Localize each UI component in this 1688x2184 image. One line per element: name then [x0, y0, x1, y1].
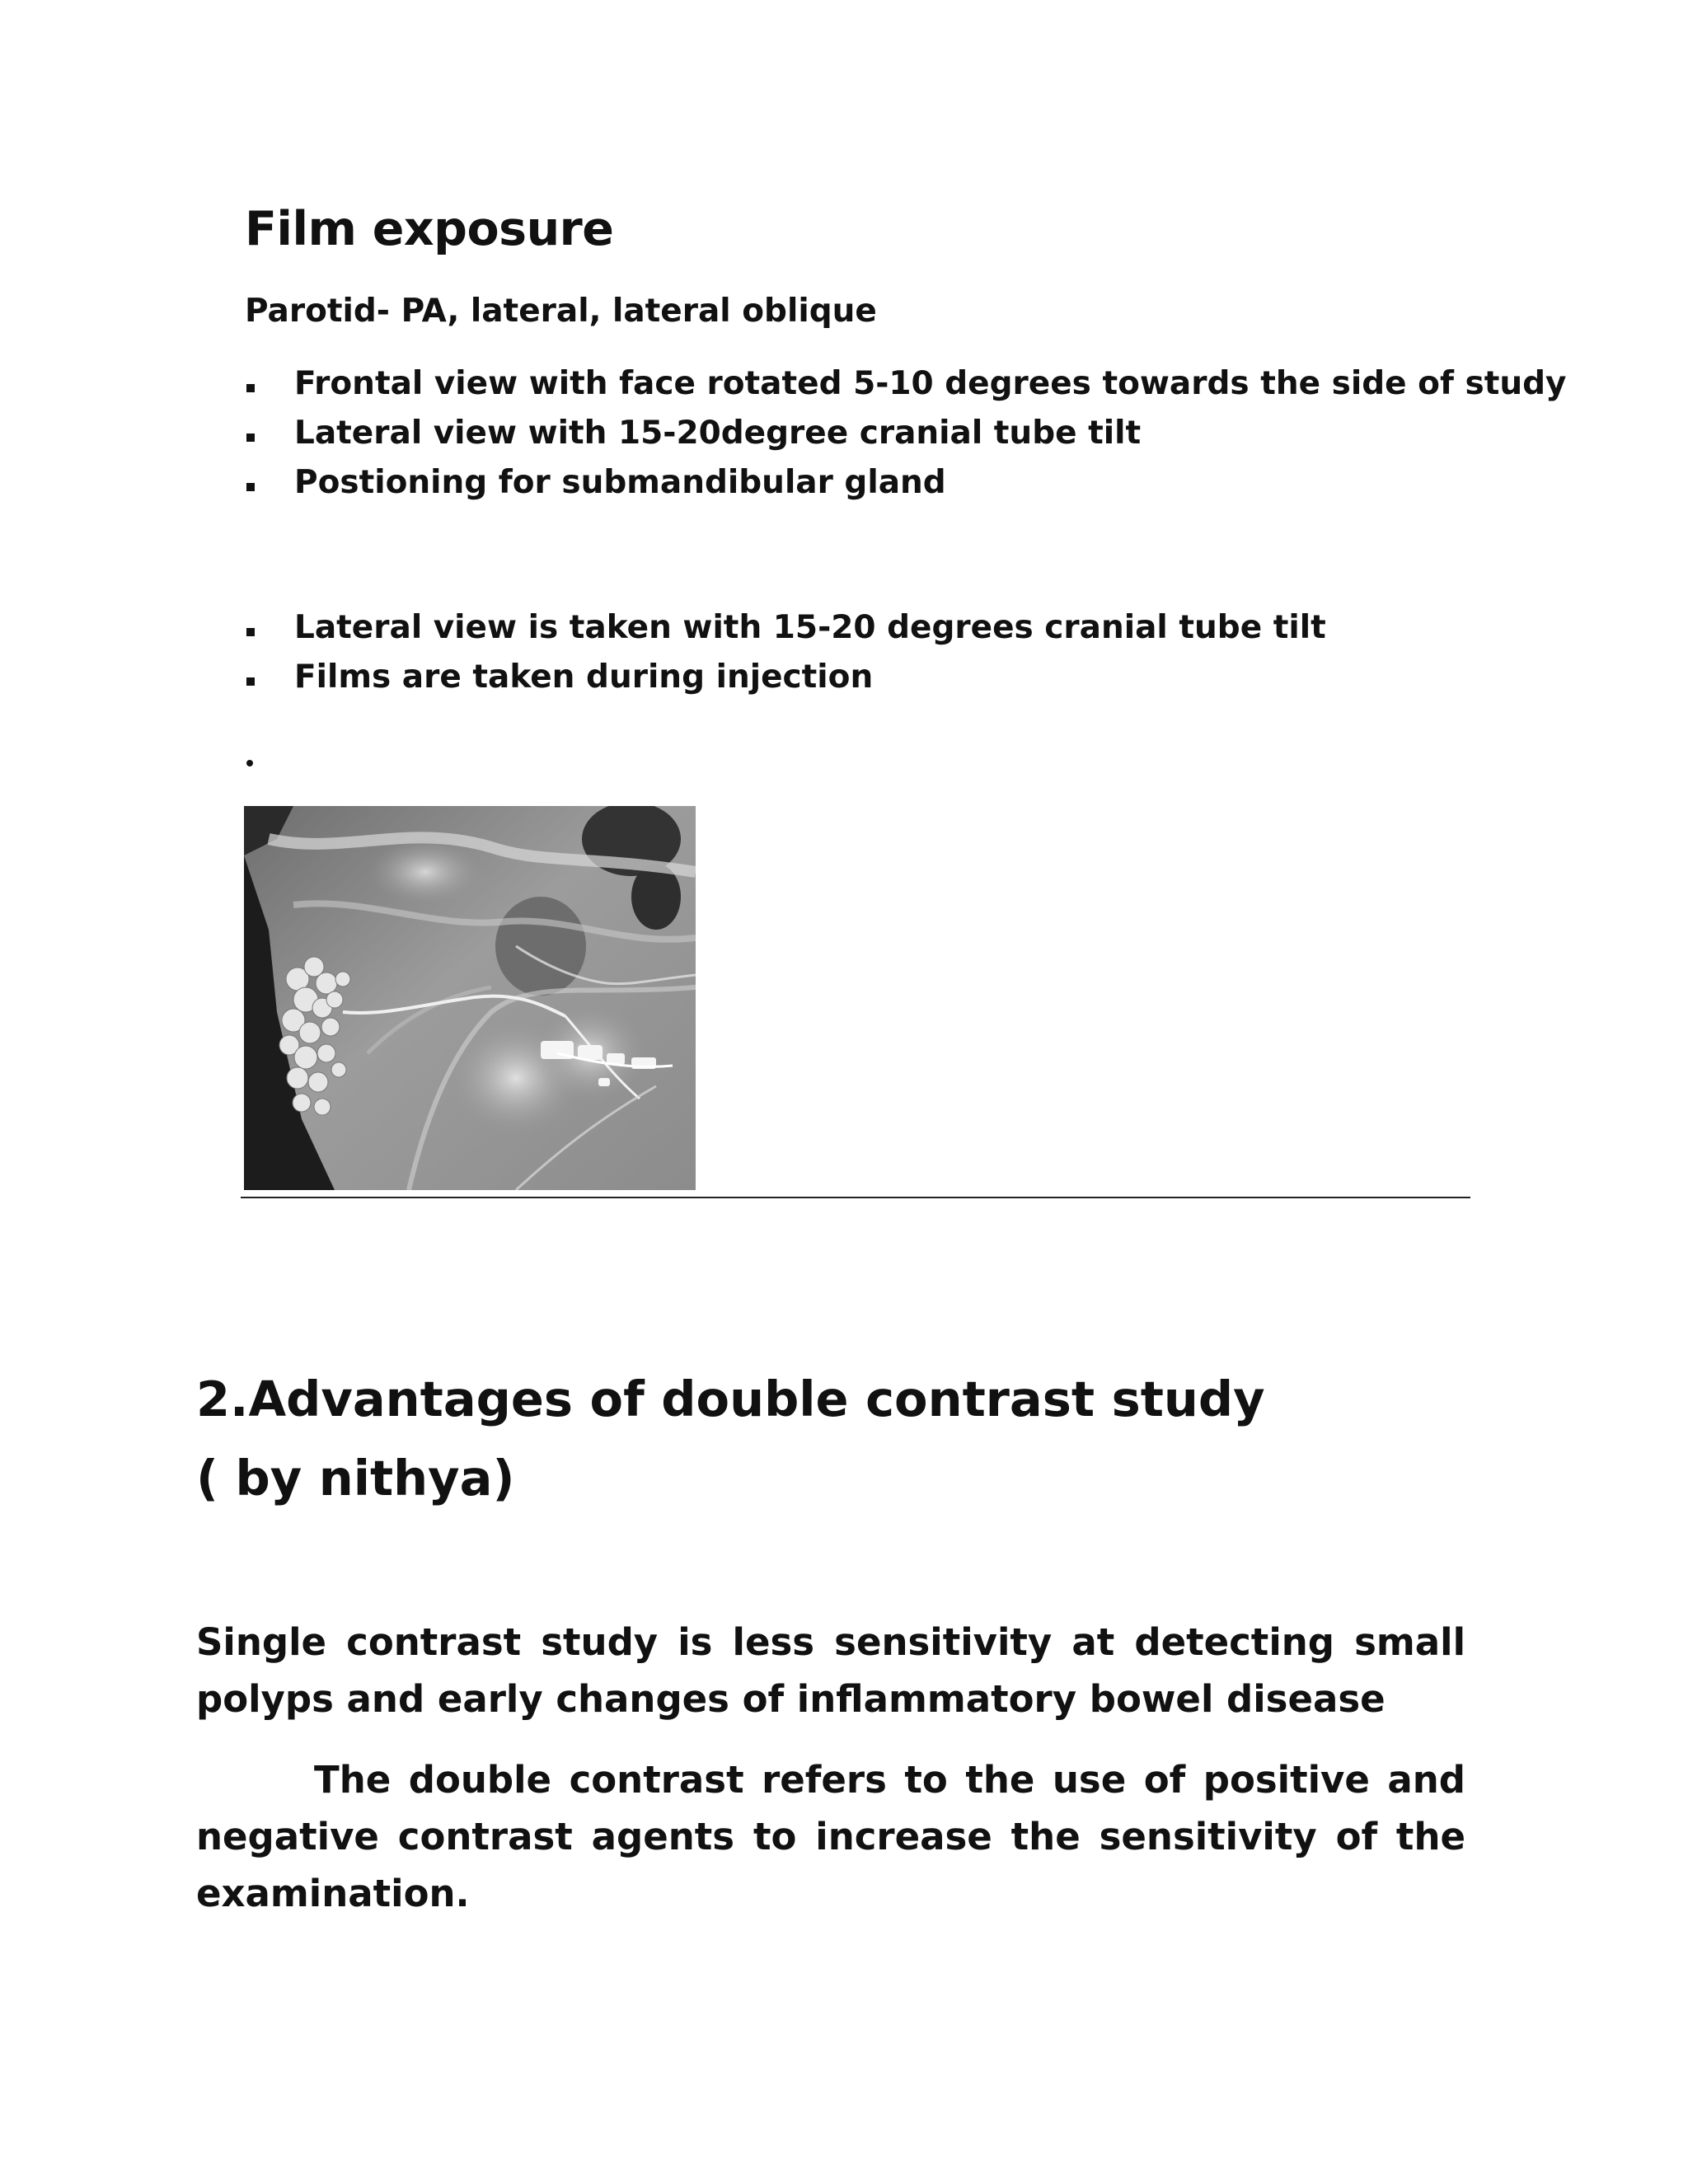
square-bullet-icon: [246, 434, 255, 442]
bullet-text: Films are taken during injection: [294, 658, 874, 696]
advantages-title-line-2: ( by nithya): [196, 1450, 515, 1507]
section-heading-advantages: [196, 1360, 1515, 1518]
square-bullet-icon: [246, 628, 255, 636]
bullet-text: Lateral view is taken with 15-20 degrees cranial tube tilt: [294, 609, 1326, 646]
horizontal-rule: [241, 1197, 1470, 1198]
parotid-views-subheading: Parotid- PA, lateral, lateral oblique: [245, 293, 877, 330]
square-bullet-icon: [246, 677, 255, 686]
sialogram-xray-image: [244, 806, 696, 1190]
square-bullet-icon: [246, 384, 255, 392]
square-bullet-icon: [246, 483, 255, 491]
bullet-text: Frontal view with face rotated 5-10 degrees towards the side of study: [294, 365, 1567, 402]
stray-period-mark: [246, 760, 253, 766]
section-heading-film-exposure: Film exposure: [245, 202, 614, 256]
paragraph-double-contrast: The double contrast refers to the use of positive and negative contrast agents to increase the sensitivity of the examination.: [196, 1758, 1465, 1915]
paragraph-single-contrast: Single contrast study is less sensitivity at detecting small polyps and early changes of inflammatory bowel disease: [196, 1620, 1465, 1721]
advantages-title-line-1: 2.Advantages of double contrast study: [196, 1371, 1265, 1427]
bullet-text: Postioning for submandibular gland: [294, 464, 946, 501]
bullet-text: Lateral view with 15-20degree cranial tube tilt: [294, 415, 1142, 452]
